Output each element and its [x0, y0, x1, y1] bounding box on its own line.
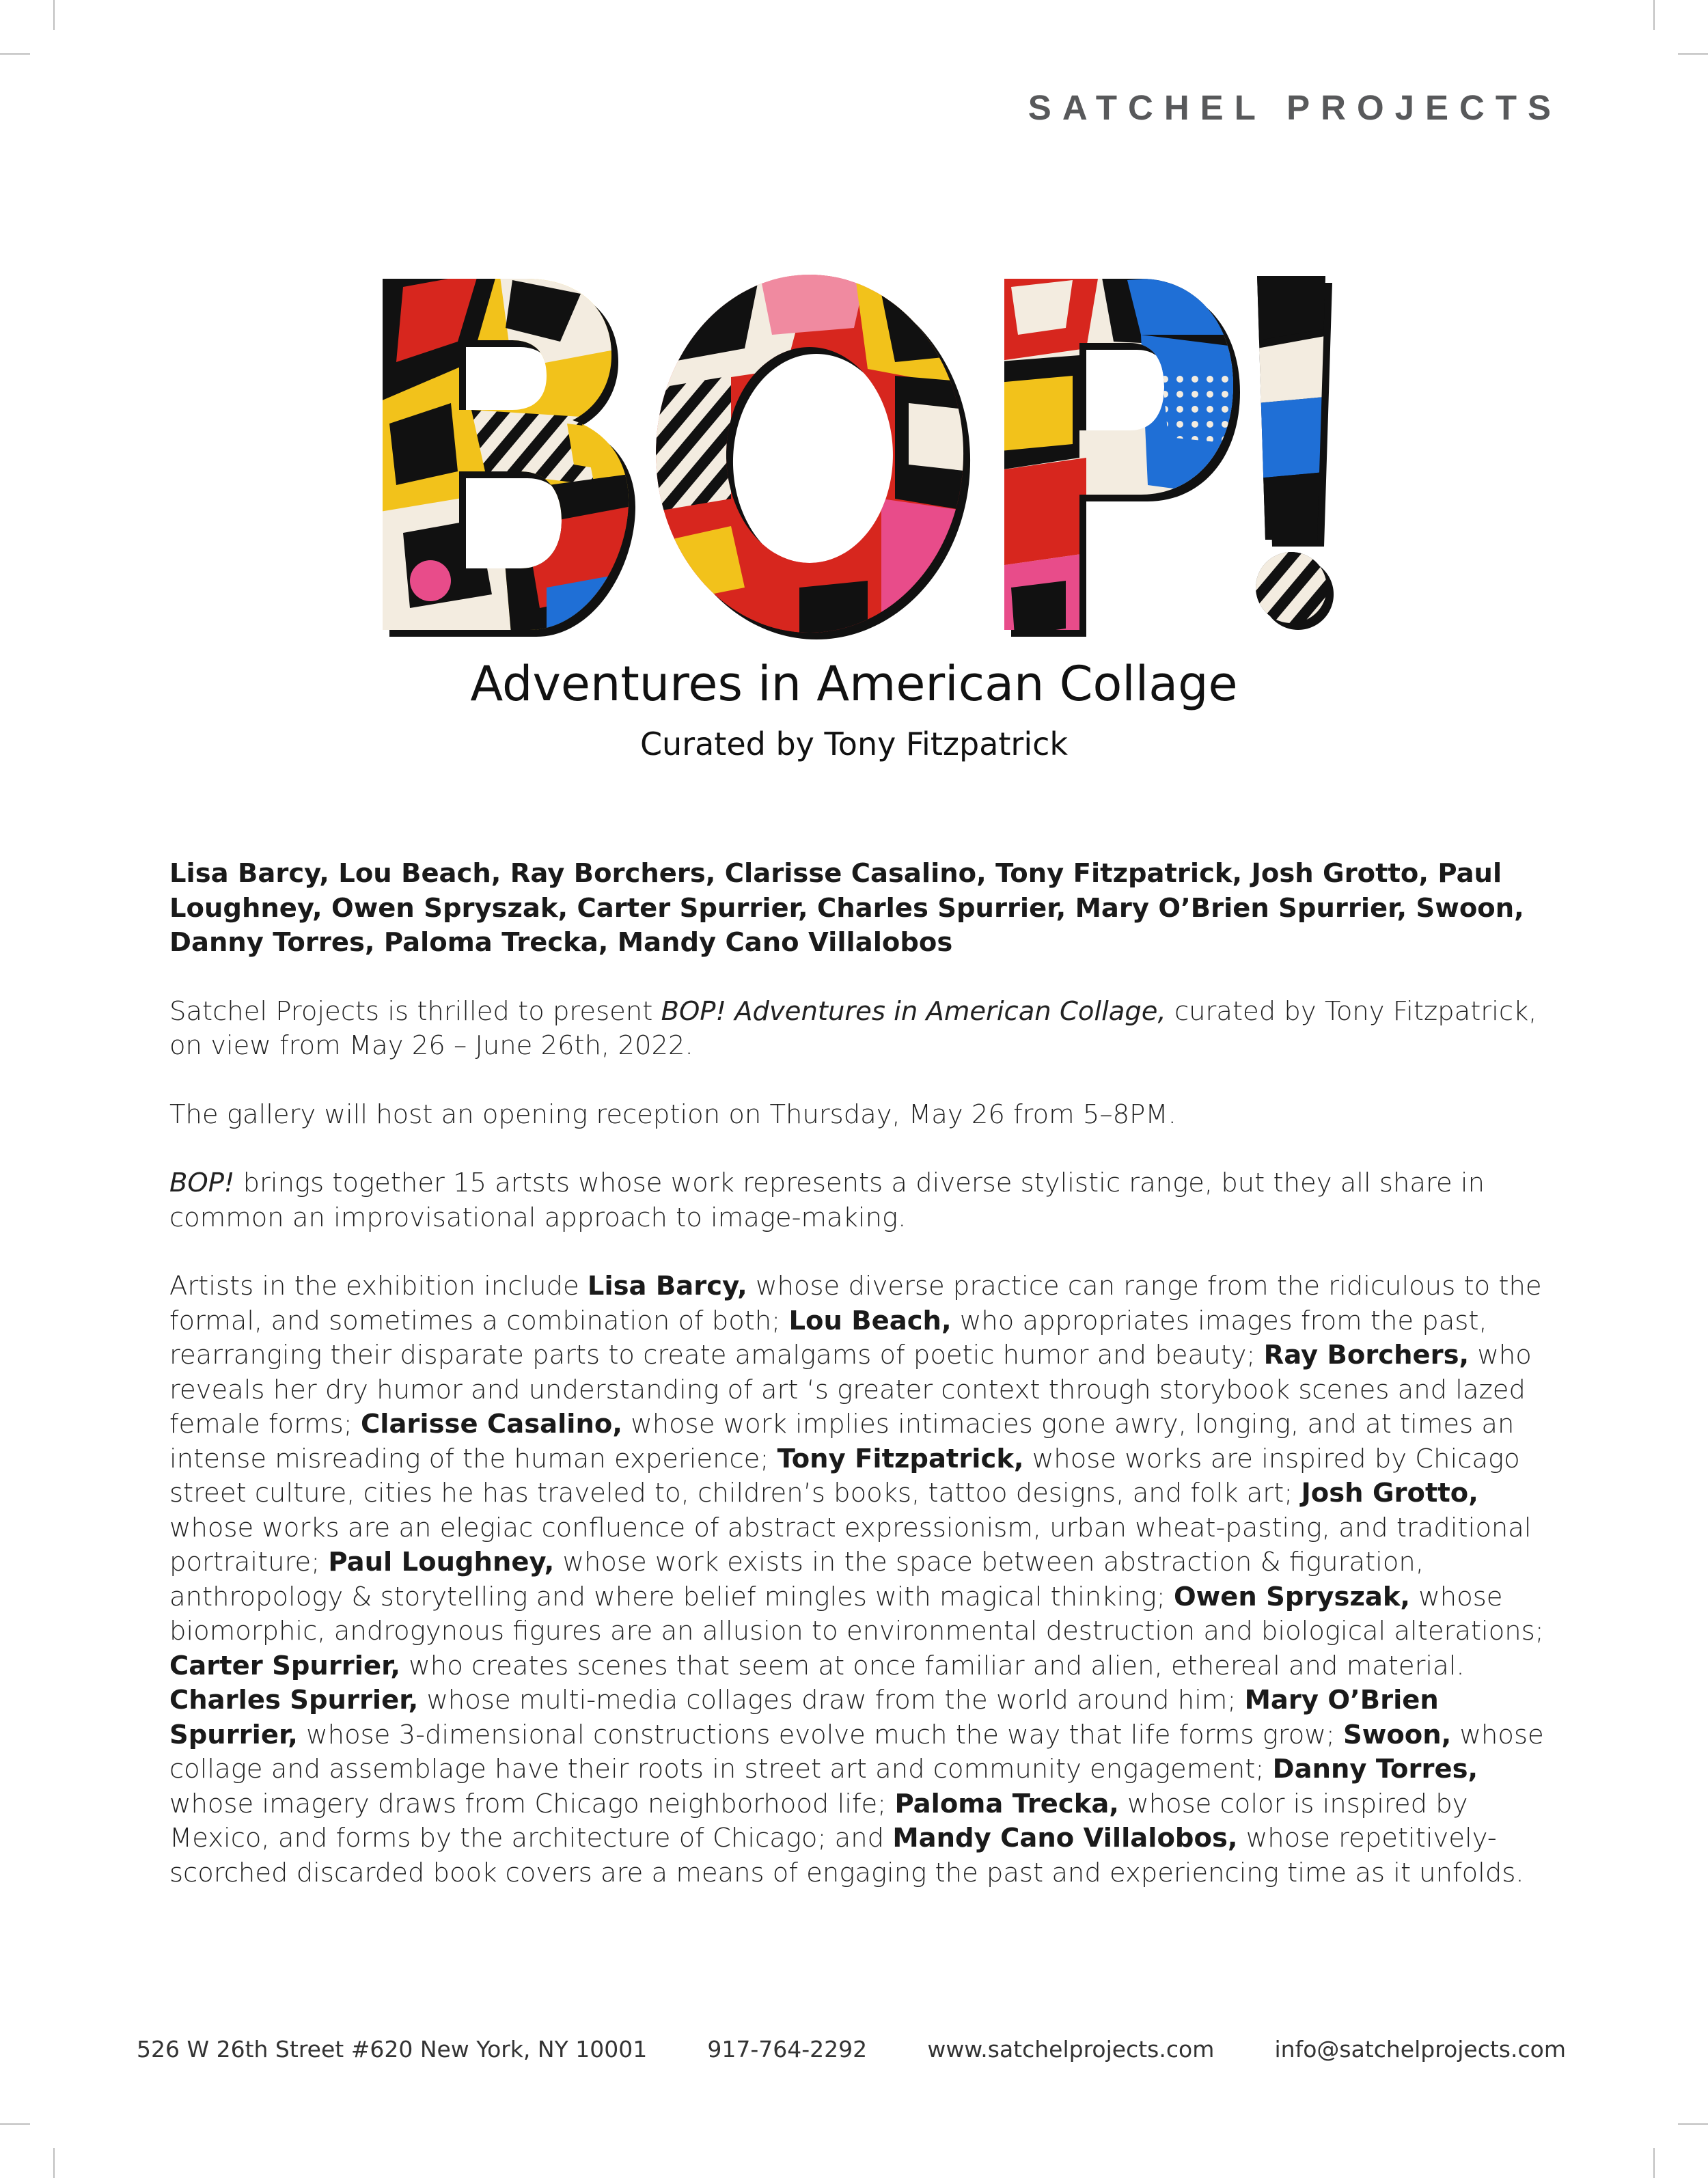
artist-description: whose collage and assemblage have their roots in street art and community engagement;	[169, 1719, 1544, 1784]
artist-name: Charles Spurrier,	[169, 1685, 419, 1715]
artist-list: Lisa Barcy, Lou Beach, Ray Borchers, Clarisse Casalino, Tony Fitzpatrick, Josh Grotto, Paul Loughney, Owen Spryszak, Carter Spurrier, Charles Spurrier, Mary O’Brien Spurrier, Swoon, Danny Torres, Paloma Trecka, Mandy Cano Villalobos	[169, 858, 1524, 958]
crop-mark	[1678, 2123, 1708, 2125]
artist-name: Ray Borchers,	[1263, 1340, 1470, 1370]
artist-name: Owen Spryszak,	[1173, 1581, 1411, 1612]
artist-name: Swoon,	[1343, 1719, 1452, 1750]
footer-email[interactable]: info@satchelprojects.com	[1274, 2036, 1566, 2063]
artist-name: Carter Spurrier,	[169, 1650, 401, 1681]
crop-mark	[53, 0, 55, 30]
artist-description: who reveals her dry humor and understanding of art ‘s greater context through storybook scenes and lazed female forms;	[169, 1340, 1532, 1439]
summary-paragraph	[169, 1166, 1563, 1235]
letter-o	[649, 266, 977, 649]
crop-mark	[1653, 2148, 1655, 2178]
artist-name: Danny Torres,	[1272, 1754, 1478, 1784]
reception-paragraph: The gallery will host an opening reception on Thursday, May 26 from 5–8PM.	[169, 1099, 1176, 1130]
bop-collage-logo	[376, 266, 1346, 649]
crop-mark	[1678, 53, 1708, 55]
intro-title: BOP! Adventures in American Collage,	[661, 995, 1166, 1027]
artist-name: Lisa Barcy,	[587, 1271, 747, 1301]
artist-description: whose color is inspired by Mexico, and forms by the architecture of Chicago; and	[169, 1788, 1468, 1853]
artist-description: whose 3-dimensional constructions evolve much the way that life forms grow;	[297, 1719, 1344, 1750]
crop-mark	[1653, 0, 1655, 30]
artist-name: Paul Loughney,	[328, 1547, 555, 1577]
footer-address: 526 W 26th Street #620 New York, NY 10001	[137, 2036, 648, 2063]
artist-description: who appropriates images from the past, rearranging their disparate parts to create amalgams of poetic humor and beauty;	[169, 1305, 1487, 1370]
brand-wordmark: SATCHEL PROJECTS	[1028, 88, 1562, 127]
artists-paragraph	[169, 1269, 1563, 1890]
crop-mark	[53, 2148, 55, 2178]
footer-website[interactable]: www.satchelprojects.com	[927, 2036, 1215, 2063]
contact-footer	[137, 2036, 1566, 2063]
artist-description: whose work implies intimacies gone awry, longing, and at times an intense misreading of the human experience;	[169, 1409, 1515, 1474]
artist-description: whose biomorphic, androgynous figures are an allusion to environmental destruction and biological alterations;	[169, 1581, 1544, 1646]
artist-name: Mandy Cano Villalobos,	[892, 1823, 1238, 1853]
intro-paragraph	[169, 995, 1563, 1064]
artist-name: Mary O’Brien Spurrier,	[169, 1685, 1439, 1750]
crop-mark	[0, 53, 30, 55]
exhibition-subtitle: Adventures in American Collage	[470, 656, 1238, 712]
artist-description: whose multi-media collages draw from the world around him;	[418, 1685, 1245, 1715]
artists-lead: Artists in the exhibition include	[169, 1271, 588, 1301]
artist-name: Lou Beach,	[788, 1305, 952, 1336]
intro-pre: Satchel Projects is thrilled to present	[169, 995, 661, 1027]
artist-name: Josh Grotto,	[1301, 1478, 1478, 1508]
artist-description: who creates scenes that seem at once familiar and alien, ethereal and material.	[400, 1650, 1465, 1681]
artist-name: Clarisse Casalino,	[361, 1409, 622, 1439]
press-release-body	[169, 857, 1563, 1925]
intro-post: curated by Tony Fitzpatrick, on view from May 26 – June 26th, 2022.	[169, 995, 1537, 1061]
curator-line: Curated by Tony Fitzpatrick	[639, 726, 1069, 762]
artist-description: whose work exists in the space between abstraction & figuration, anthropology & storytelling and where belief mingles with magical thinking;	[169, 1547, 1424, 1612]
footer-phone[interactable]: 917-764-2292	[707, 2036, 868, 2063]
artist-description: whose works are an elegiac confluence of abstract expressionism, urban wheat-pasting, and traditional portraiture;	[169, 1512, 1532, 1577]
summary-text: brings together 15 artsts whose work represents a diverse stylistic range, but they all share in common an improvisational approach to image-making.	[169, 1168, 1485, 1233]
artist-description: whose diverse practice can range from the ridiculous to the formal, and sometimes a combination of both;	[169, 1271, 1542, 1336]
summary-title: BOP!	[169, 1168, 235, 1198]
artist-description: whose imagery draws from Chicago neighborhood life;	[169, 1788, 895, 1819]
artist-description: whose repetitively-scorched discarded book covers are a means of engaging the past and experiencing time as it unfolds.	[169, 1823, 1524, 1888]
letter-p	[991, 266, 1250, 649]
crop-mark	[0, 2123, 30, 2125]
artist-description: whose works are inspired by Chicago street culture, cities he has traveled to, children’s books, tattoo designs, and folk art;	[169, 1443, 1520, 1508]
artist-name: Tony Fitzpatrick,	[777, 1443, 1024, 1474]
artist-name: Paloma Trecka,	[894, 1788, 1119, 1819]
